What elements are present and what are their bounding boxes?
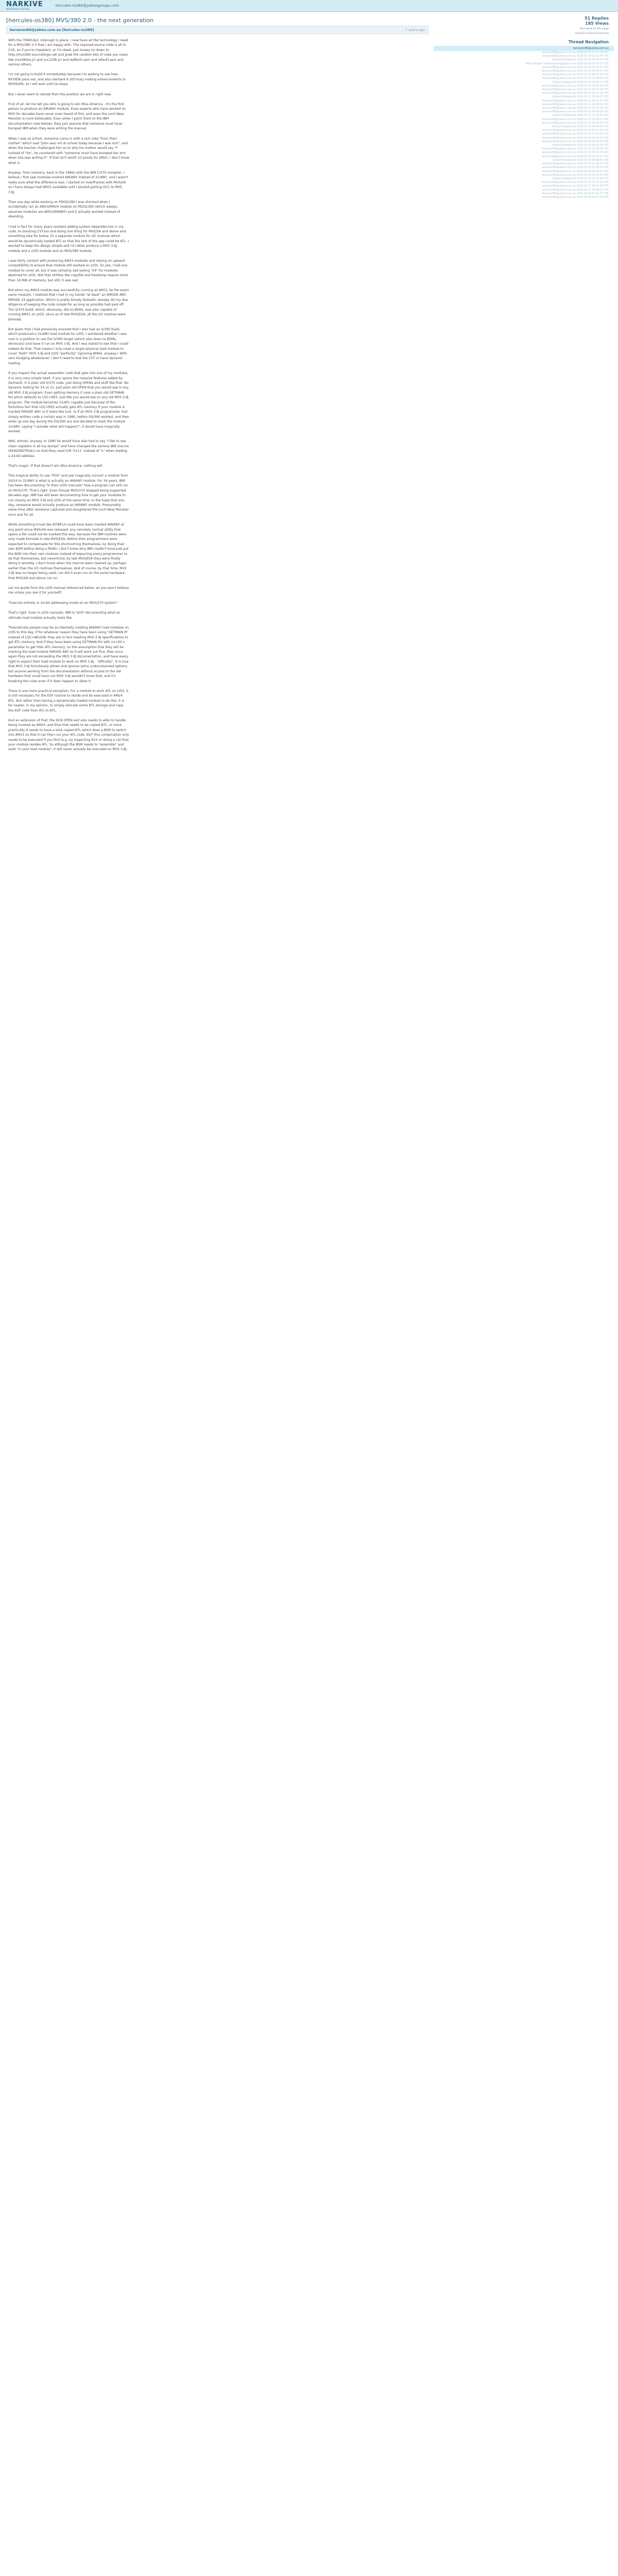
- thread-nav-item[interactable]: kerravon86@yahoo.com.au 2016-03-11 12:40:03 UTC: [542, 103, 609, 106]
- site-header: [0, 0, 618, 12]
- thread-nav-item[interactable]: kerravon86@yahoo.com.au 2016-03-12 01:22:39 UTC: [542, 107, 609, 110]
- message-paragraph: But given that I had previously ensured that I also had an S/390 build, which produced a 31/ANY load module for z/OS, I wondered whether I was now in a position to use the S/390 target (which also does no BSMs, obviously) and have it run on MVS 3.8j. And I was elated to see that I could indeed do that. That means I only need a single physical load module to cover "both" MVS 3.8j and z/OS "perfectly" (ignoring AM64, anyway). With zero kludging whatsoever. I don't need to test the CVT or have dynamic loading.: [8, 327, 129, 365]
- views-count: 185 Views: [585, 21, 609, 26]
- message-paragraph: I'm not going to build it immediately because I'm waiting to see how REVIEW pans out, and also Gerhard is still busy making enhancements to MVSSUPA, so I will wait until he stops.: [8, 73, 126, 87]
- thread-sidebar: [428, 12, 614, 761]
- page-content: [0, 12, 618, 761]
- message-paragraph: "Execute entirely in 24-bit addressing mode on an MVS/370 system": [8, 601, 118, 605]
- thread-nav-item[interactable]: kerravon86@yahoo.com.au 2016-03-13 02:09:54 UTC: [542, 122, 609, 125]
- thread-nav-item[interactable]: Gerhard Postpischil 2016-03-16 10:53:38 UTC: [552, 177, 609, 180]
- message-header: [6, 26, 428, 34]
- thread-nav-item[interactable]: kerravon86@yahoo.com.au 2016-03-11 09:11:47 UTC: [542, 99, 609, 103]
- thread-nav-item[interactable]: kerravon86@yahoo.com.au 2016-03-12 10:38:21 UTC: [542, 118, 609, 121]
- thread-nav-item[interactable]: kerravon86@yahoo.com.au 2016-03-15 02:47:33 UTC: [542, 151, 609, 155]
- message-paragraph: First of all, let me tell you who is going to win Miss America - it's the first person to produce an AM/ANY module. Even experts who have worked on MVS for decades have never even heard of this, and even the Loch Ness Monster is more believable. Even when I point them to the IBM documentation (see below), they just assume that someone must have bumped IBM when they were writing the manual.: [8, 103, 126, 131]
- thread-nav-item[interactable]: Gerhard Postpischil 2016-03-11 05:50:12 UTC: [552, 96, 609, 99]
- thread-nav-item[interactable]: kerravon86@yahoo.com.au 2016-03-10 07:12:55 UTC: [542, 66, 609, 69]
- message-paragraph: Anyway, from memory, back in the 1980s with the IBM C/370 compiler, I believe I first saw modules marked AM/ANY instead of 31/ANY, and I wasn't really sure what the difference was. I started on mainframes with MVS/XA so I have always had AM31 available until I started porting GCC to MVS 3.8j.: [8, 171, 129, 194]
- message-paragraph: When I was at school, someone came in with a sick note "from their mother" which said "John was not at school today because I was sick", and when the teacher challenged him as to why his mother would say "I" instead of "he", he countered with "someone must have bumped her arm when she was writing it". If that isn't worth 10 points for effort, I don't know what is.: [8, 137, 129, 165]
- logo-title: NARKIVE: [6, 1, 43, 8]
- disable-parsing-link[interactable]: Disable enhanced parsing: [575, 32, 609, 35]
- thread-nav-item[interactable]: kerravon86@yahoo.com.au 2016-03-18 04:57:34 UTC: [542, 196, 609, 199]
- replies-count: 51 Replies: [585, 16, 609, 21]
- message-paragraph: That's magic. If that doesn't win Miss America, nothing will.: [8, 464, 104, 468]
- group-email-link[interactable]: hercules-os380@yahoogroups.com: [55, 4, 119, 8]
- thread-nav-item[interactable]: kerravon86@yahoo.com.au 2016-03-10 02:21:43 UTC: [542, 55, 609, 58]
- message-body: [6, 34, 131, 761]
- thread-nav-item[interactable]: kerravon86@yahoo.com.au 2016-03-15 05:24:07 UTC: [542, 155, 609, 158]
- message-sender[interactable]: kerravon86@yahoo.com.au [hercules-os380]: [10, 28, 94, 32]
- thread-nav-item[interactable]: kerravon86@yahoo.com.au 2016-03-10 20:31:09 UTC: [542, 84, 609, 88]
- thread-nav-item[interactable]: kerravon86@yahoo.com.au 2016-03-16 04:42:27 UTC: [542, 170, 609, 173]
- message-paragraph: Then one day while working on PDOS/390 I was shocked when I accidentally ran an AM24/RM24 module on PDOS/390 (which always assumes modules are AM31/RMANY) and it actually worked instead of abending.: [8, 200, 121, 219]
- thread-navigation-list: [434, 51, 614, 199]
- thread-nav-item[interactable]: Gerhard Postpischil 2016-03-10 04:33:02 UTC: [552, 59, 609, 62]
- message-paragraph: Well, almost, anyway. In 1980 he would have also had to say "I like to see clean registers in all my dumps" and have changed the various IBM macros (READ/NOTE/etc) so that they used ICM '0111' instead of "L" when loading a 24-bit address.: [8, 439, 129, 458]
- message-paragraph: But when my AM24 module was successfully running as AM31 (ie the exact same module), I realized that I had in my hands "at least" an AMODE ANY, RMODE 24 application. Which is pretty bloody fantastic already. All my due diligence of keeping the code simple for as long as possible had paid off. The S/370 build, which, obviously, did no BSMs, was also capable of running AM31 on z/OS, since as of late MVS/ESA, all the I/O routines were bimodal.: [8, 289, 129, 321]
- thread-nav-item[interactable]: kerravon86@yahoo.com.au 2016-03-10 11:48:36 UTC: [542, 77, 609, 80]
- thread-navigation-title: Thread Navigation: [568, 40, 609, 44]
- message-paragraph: There is one more practical exception. For a module to work ATL on z/OS, it is still necessary for the EOF routine to reside and be executed in AM24 BTL. But rather than having a dynamically loaded module to do this, it is far neater, in my opinion, to simply allocate some BTL storage and copy the EOF code from ATL to BTL.: [8, 689, 129, 713]
- thread-nav-item[interactable]: Gerhard Postpischil 2016-03-15 08:58:40 UTC: [552, 159, 609, 162]
- thread-nav-item[interactable]: kerravon86@yahoo.com.au 2016-03-12 04:56:18 UTC: [542, 111, 609, 114]
- message-paragraph: I was fairly content with producing AM24 modules and relying on upward compatibility to ensure that module still worked on z/OS. So yes, I had one module to cover all, but it was certainly sad seeing "24" for modules destined for z/OS. Not that utilities like copyfile and hexdump require more than 16 MiB of memory, but still, it was sad.: [8, 259, 128, 282]
- message-paragraph: And an extension of that, the DCB OPEN exit also needs to able to handle being invoked as AM24, and thus that needs to be copied BTL, or more practically it needs to have a stub copied BTL which does a BSM to switch into AM31 so that it can then run your ATL code. BUT this complication only needs to be executed if you find (e.g. by inspecting R15 or doing a LA) that your module resides ATL. So although the BSM needs to "assemble" and exist "in your load module", it will never actually be executed on MVS 3.8j.: [8, 718, 129, 752]
- message-column: [0, 12, 428, 761]
- message-paragraph: Let me quote from the z/OS manual referenced below, as you won't believe me unless you see it for yourself!: [8, 586, 129, 595]
- thread-nav-item[interactable]: kerravon86@yahoo.com.au 2016-03-17 09:44:23 UTC: [542, 189, 609, 192]
- message-paragraph: I had in fact for many years resisted adding system dependencies in my code, ie checking CVTxxx and doing one thing for MVS/XA and above and something else for below. Or a separate module for I/O routines which would be dynamically loaded BTL so that the rest of the app could be ATL. I wanted to keep the design simple and I'd rather produce a MVS 3.8j module and a z/OS module and an MVS/380 module.: [8, 225, 129, 253]
- thread-nav-item[interactable]: Gerhard Postpischil 2016-03-12 07:13:45 UTC: [552, 114, 609, 117]
- thread-nav-item[interactable]: kerravon86@yahoo.com.au 2016-03-10 09:22:10 UTC: [542, 74, 609, 77]
- thread-nav-item[interactable]: kerravon86@yahoo.com.au 2016-03-16 01:05:52 UTC: [542, 166, 609, 170]
- message-date: 7 years ago: [405, 28, 425, 32]
- message-paragraph: With the TIRKICALC intercept in place, I now have all the technology I need for a MVS/380 2.0 that I am happy with. The required source code is all in CVS, so if you're impatient, or I'm dead, just mosey on down to http://mvs380.sourceforge.net and grab the random bits of code you need, like mvs380os.jcl and svc120b.jcl and ieafkmh.asm and iefachl.asm and various others.: [8, 39, 129, 67]
- thread-nav-item[interactable]: Gerhard Postpischil 2016-03-14 09:45:26 UTC: [552, 144, 609, 147]
- thread-nav-item[interactable]: kerravon86@yahoo.com.au 2016-03-15 11:36:14 UTC: [542, 163, 609, 166]
- thread-nav-item[interactable]: 'Mike Rayborn' mikerayborn@yahoo.com 2016-03-10 05:41:17 UTC: [525, 62, 609, 65]
- narkive-logo[interactable]: [6, 1, 43, 10]
- thread-nav-item[interactable]: kerravon86@yahoo.com.au 2016-03-18 01:20:57 UTC: [542, 192, 609, 195]
- message-paragraph: That's right. Even in z/OS manuals, IBM is *still* documenting what an ultimate load module actually looks like.: [8, 611, 121, 620]
- logo-subtitle: NEWSGROUP ARCHIVE: [6, 8, 30, 10]
- thread-nav-item[interactable]: kerravon86@yahoo.com.au 2016-03-11 03:27:58 UTC: [542, 92, 609, 95]
- thread-nav-item[interactable]: kerravon86@yahoo.com.au 2016-03-13 12:52:41 UTC: [542, 133, 609, 136]
- thread-nav-item[interactable]: kerravon86@yahoo.com.au 2016-03-13 08:17:06 UTC: [542, 129, 609, 132]
- message-paragraph: If you inspect the actual assembler code that gets into one of my modules, it is very very simple (well, if you ignore the massive features added by Gerhard). It is plain old S/370 code. Just doing OPENs and stuff like that. No dynamic testing for 24 vs 31. Just plain old OPEN that you would see in any old MVS 3.8j program. Even getting memory it uses a plain old GETMAIN RU which defaults to LOC=RES. Just like you would see on any old MVS 3.8j program. The module becomes 31/ATL capable just because of the fortuitous fact that LOC=RES actually gets ATL memory if your module is marked RMODE ANY. ie it looks like luck. ie if an MVS 3.8j programmer had simply written code a certain way in 1980, before OS/390 existed, and then woke up one day during the OS/390 era and decided to mark the module 31/ANY, saying "I wonder what will happen?", it would have magically worked.: [8, 371, 129, 434]
- thread-nav-item[interactable]: kerravon86@yahoo.com.au 2016-03-16 07:19:01 UTC: [542, 174, 609, 177]
- thread-nav-item[interactable]: kerravon86@yahoo.com.au 2016-03-10 01:47:28 UTC: [542, 52, 609, 54]
- thread-nav-item[interactable]: kerravon86@yahoo.com.au 2016-03-14 06:01:49 UTC: [542, 140, 609, 143]
- thread-title: [hercules-os380] MVS/380 2.0 - the next generation: [6, 17, 154, 24]
- message-paragraph: Theoretically people may be accidentally creating AM/ANY load modules on z/OS to this day, if for whatever reason they have been using "GETMAIN R" instead of LOC=BELOW; they are in fact meeting MVS 3.8j specifications to get BTL memory. And if they have been using GETMAIN RU with no LOC= parameter to get their ATL memory, on the assumption that they will be marking the load module RMODE ANY so it will work out fine, then once again they are not exceeding the MVS 3.8j documentation, and have every right to expect their load module to work on MVS 3.8j - "officially". It is true that MVS 3.8j fortuitously allows and ignores extra undocumented options, but anyone working from the documentation without access to the old hardware that could have run MVS 3.8j wouldn't know that, and it's breaking the rules even if it does happen to allow it.: [8, 626, 129, 683]
- message-paragraph: This magical ability to use "POS" and just magically convert a module from 24/24 to 31/ANY is what is actually an AM/ANY module. For 34 years, IBM has been documenting "in their z/OS manuals" how a program can still run on MVS/370. That's right. Even though MVS/370 stopped being supported decades ago, IBM has still been documenting how to get your modules to run cleanly on MVS 3.8j and z/OS at the same time. In the hope that one day, someone would actually produce an AM/ANY module. Presumably some time after someone captured and slaughtered the Loch Ness Monster once and for all.: [8, 474, 129, 517]
- thread-nav-item[interactable]: kerravon86@yahoo.com.au 2016-03-11 00:15:44 UTC: [542, 89, 609, 92]
- thread-stats: [434, 16, 614, 26]
- thread-nav-item[interactable]: kerravon86@yahoo.com.au 2016-03-17 02:31:12 UTC: [542, 181, 609, 184]
- thread-nav-item[interactable]: kerravon86@yahoo.com.au 2016-03-10 08:04:31 UTC: [542, 70, 609, 73]
- message-paragraph: While something trivial like IEFBR14 could have been marked AM/ANY at any point since MVS/XA was released, any remotely normal utility that opens a file could not be marked this way, because the IBM routines were only made bimodal in late MVS/ESA. Before then programmers were expected to compensate for this shortcoming themselves, by doing their own BSM before doing a READ. I don't know why IBM couldn't have just put the BSM into their own routines instead of expecting every programmer to do that themselves, but nevermind, by late MVS/ESA they were finally doing it sensibly. I don't know when the macros were cleaned up, perhaps earlier than the I/O routines themselves. And of course, by that time, MVS 3.8j was no longer being used, nor did it even run on the same hardware that MVS/XA and above ran on.: [8, 523, 129, 580]
- thread-nav-item[interactable]: Gerhard Postpischil 2016-03-13 05:44:30 UTC: [552, 126, 609, 129]
- message-paragraph: But I never want to retreat from the position we are in right now.: [8, 92, 112, 96]
- permalink-link[interactable]: Permalink to this page: [579, 27, 609, 30]
- nav-item-active[interactable]: kerravon86@yahoo.com.au: [434, 46, 614, 51]
- thread-nav-item[interactable]: kerravon86@yahoo.com.au 2016-03-14 13:19:58 UTC: [542, 148, 609, 151]
- thread-nav-item[interactable]: kerravon86@yahoo.com.au 2016-03-14 03:30:15 UTC: [542, 137, 609, 140]
- thread-nav-item[interactable]: kerravon86@yahoo.com.au 2016-03-17 06:07:49 UTC: [542, 185, 609, 188]
- thread-nav-item[interactable]: Gerhard Postpischil 2016-03-10 14:03:27 UTC: [552, 81, 609, 84]
